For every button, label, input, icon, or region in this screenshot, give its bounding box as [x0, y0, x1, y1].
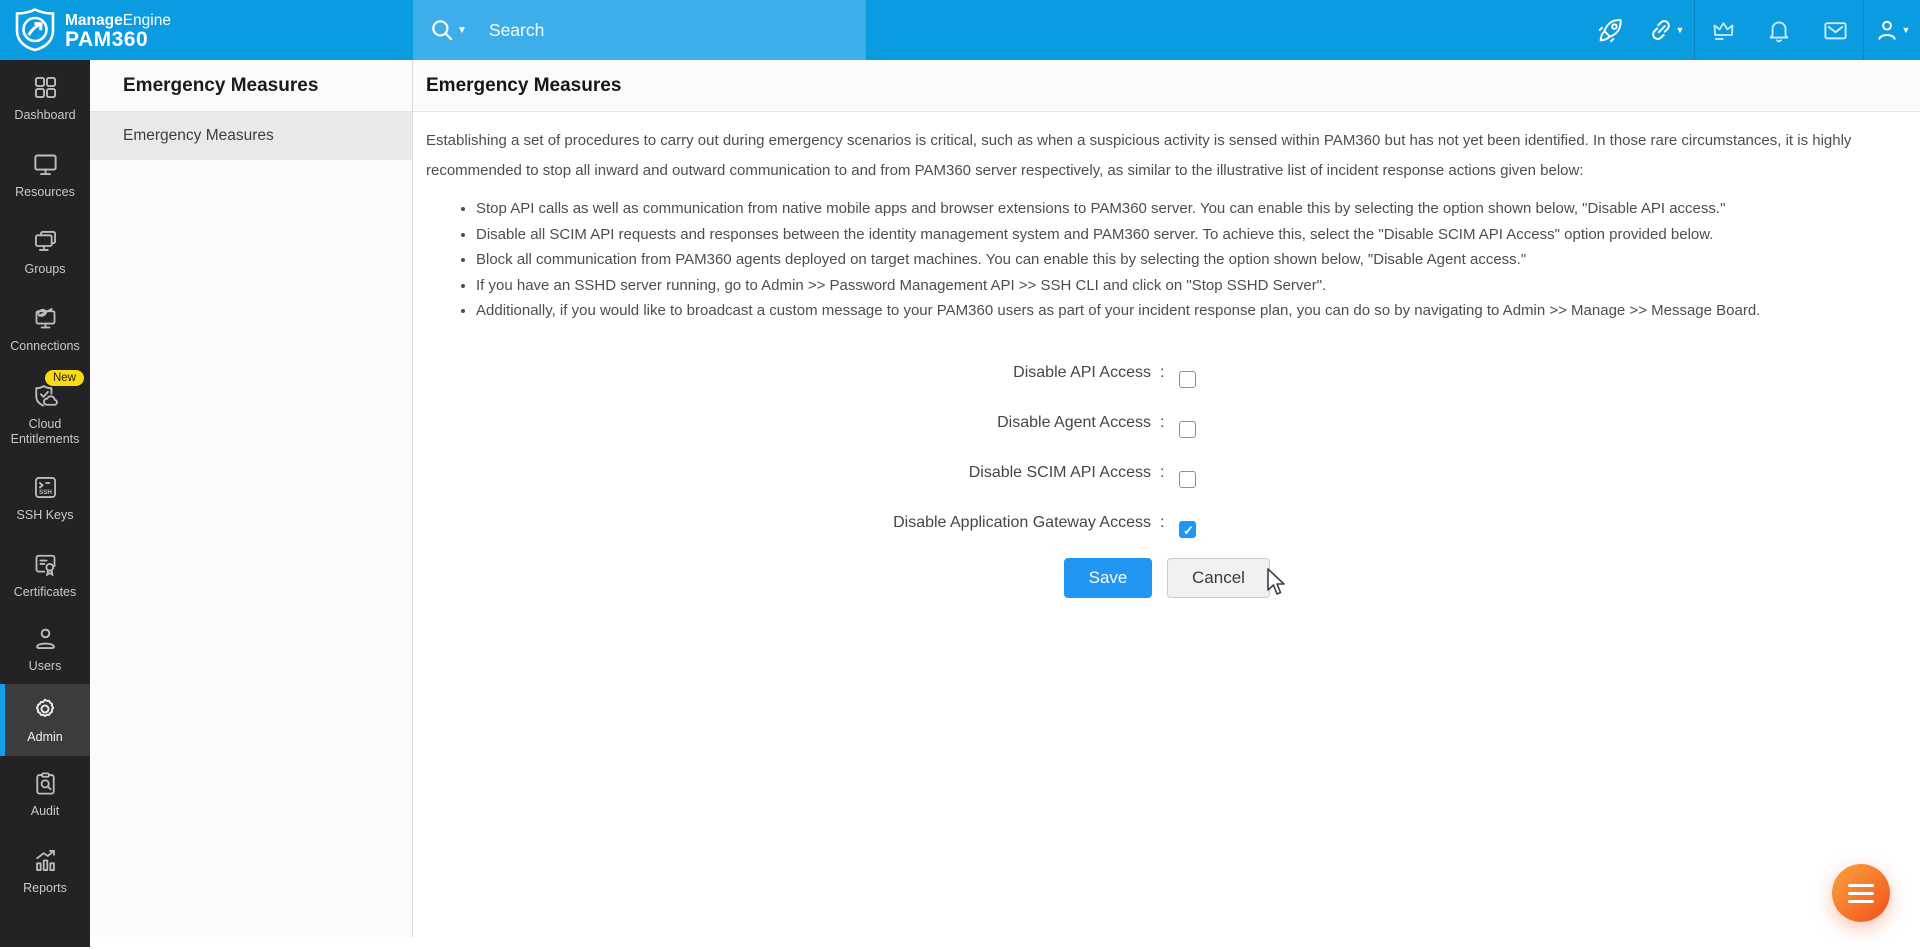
cloud-entitlements-icon [31, 382, 59, 410]
sidebar-item-label: Groups [24, 262, 66, 277]
disable-scim-api-access-checkbox[interactable] [1179, 471, 1196, 488]
sidebar-item-label: SSH Keys [16, 508, 74, 523]
search-scope-caret-icon[interactable]: ▼ [457, 24, 467, 36]
form-row-disable-api-access [426, 348, 1896, 398]
bell-icon[interactable] [1751, 0, 1807, 60]
hamburger-icon [1848, 892, 1874, 895]
brand-text: ManageEngine PAM360 [65, 11, 171, 52]
floating-menu-button[interactable] [1832, 864, 1890, 922]
page-title-band [413, 60, 1920, 112]
sidebar-item-label: Reports [23, 881, 67, 896]
link-caret-icon: ▼ [1675, 25, 1685, 35]
sidebar-item-audit[interactable] [0, 756, 90, 833]
sidebar-item-ssh-keys[interactable] [0, 460, 90, 537]
secondary-sidebar [90, 60, 413, 937]
connections-icon [32, 305, 59, 332]
list-item: • Block all communication from PAM360 agents deployed on target machines. You can enable this by selecting the option shown below, "Disable Agent access." [476, 247, 1866, 273]
resources-icon [32, 151, 59, 178]
sidebar-item-admin[interactable] [0, 684, 90, 756]
link-icon[interactable] [1638, 0, 1694, 60]
user-caret-icon: ▼ [1901, 25, 1911, 35]
sidebar-item-cloud-entitlements[interactable] [0, 368, 90, 460]
sidebar-item-label: Resources [15, 185, 75, 200]
brand-logo[interactable] [14, 7, 171, 57]
users-icon [32, 625, 59, 652]
sidebar-item-connections[interactable] [0, 291, 90, 368]
sidebar-item-label: Certificates [13, 585, 77, 600]
label-colon: : [1160, 413, 1165, 431]
field-label: Disable Agent Access [997, 413, 1151, 431]
main-content [413, 60, 1920, 950]
label-colon: : [1160, 363, 1165, 381]
hamburger-icon [1848, 900, 1874, 903]
hamburger-icon [1848, 884, 1874, 887]
list-item: • Additionally, if you would like to broadcast a custom message to your PAM360 users as part of your incident response plan, you can do so by navigating to Admin >> Manage >> Message Board. [476, 298, 1866, 324]
sidebar-item-label: Users [28, 658, 62, 673]
primary-sidebar [0, 60, 90, 947]
save-button[interactable]: Save [1064, 558, 1152, 598]
audit-icon [32, 770, 59, 797]
label-colon: : [1160, 513, 1165, 531]
sidebar-item-label: Connections [10, 339, 80, 354]
label-colon: : [1160, 463, 1165, 481]
mail-icon[interactable] [1807, 0, 1863, 60]
new-badge: New [45, 370, 84, 386]
sidebar-item-label: Dashboard [14, 108, 76, 123]
ssh-keys-icon [32, 474, 59, 501]
admin-gear-icon [31, 695, 59, 723]
rocket-icon[interactable] [1582, 0, 1638, 60]
global-search-bar [413, 0, 866, 60]
crown-icon[interactable] [1695, 0, 1751, 60]
certificates-icon [32, 551, 59, 578]
sidebar-item-certificates[interactable] [0, 537, 90, 614]
sidebar-item-dashboard[interactable] [0, 60, 90, 137]
reports-icon [32, 847, 59, 874]
form-row-disable-application-gateway-access [426, 498, 1896, 548]
form-row-disable-agent-access [426, 398, 1896, 448]
intro-paragraph: Establishing a set of procedures to carry out during emergency scenarios is critical, such as when a suspicious activity is sensed within PAM360 but has not yet been identified. In those rare circumstances, it is highly recommended to stop all inward and outward communication to and from PAM360 server respectively, as similar to the illustrative list of incident response actions given below: [426, 132, 1852, 179]
sidebar-item-label: Admin [27, 730, 63, 745]
shield-logo-icon [14, 7, 56, 57]
groups-icon [32, 228, 59, 255]
top-header [0, 0, 1920, 60]
emergency-form [426, 348, 1896, 548]
form-actions [426, 558, 1896, 598]
svg-text:SSH: SSH [38, 489, 52, 497]
search-icon[interactable] [429, 17, 467, 43]
dashboard-icon [32, 74, 59, 101]
disable-api-access-checkbox[interactable] [1179, 371, 1196, 388]
sidebar-item-groups[interactable] [0, 214, 90, 291]
list-item: • Disable all SCIM API requests and responses between the identity management system and PAM360 server. To achieve this, select the "Disable SCIM API Access" option provided below. [476, 222, 1866, 248]
user-icon[interactable] [1864, 0, 1920, 60]
sidebar-item-users[interactable] [0, 614, 90, 684]
list-item: • If you have an SSHD server running, go to Admin >> Password Management API >> SSH CLI and click on "Stop SSHD Server". [476, 273, 1866, 299]
sidebar-item-reports[interactable] [0, 833, 90, 910]
secondary-sidebar-title: Emergency Measures [90, 60, 412, 112]
subsidebar-item-emergency-measures[interactable]: Emergency Measures [90, 112, 412, 160]
sidebar-item-label: Audit [30, 804, 60, 819]
field-label: Disable API Access [1013, 363, 1151, 381]
sidebar-item-resources[interactable] [0, 137, 90, 214]
disable-application-gateway-access-checkbox[interactable] [1179, 521, 1196, 538]
search-input[interactable] [489, 20, 819, 41]
page-title: Emergency Measures [426, 74, 622, 96]
field-label: Disable SCIM API Access [968, 463, 1151, 481]
form-row-disable-scim-api-access [426, 448, 1896, 498]
cancel-button[interactable]: Cancel [1167, 558, 1270, 598]
list-item: • Stop API calls as well as communication from native mobile apps and browser extensions to PAM360 server. You can enable this by selecting the option shown below, "Disable API access." [476, 196, 1866, 222]
header-actions [1582, 0, 1920, 60]
field-label: Disable Application Gateway Access [893, 513, 1151, 531]
sidebar-item-label: Cloud Entitlements [10, 417, 80, 446]
incident-response-list [426, 196, 1866, 324]
disable-agent-access-checkbox[interactable] [1179, 421, 1196, 438]
